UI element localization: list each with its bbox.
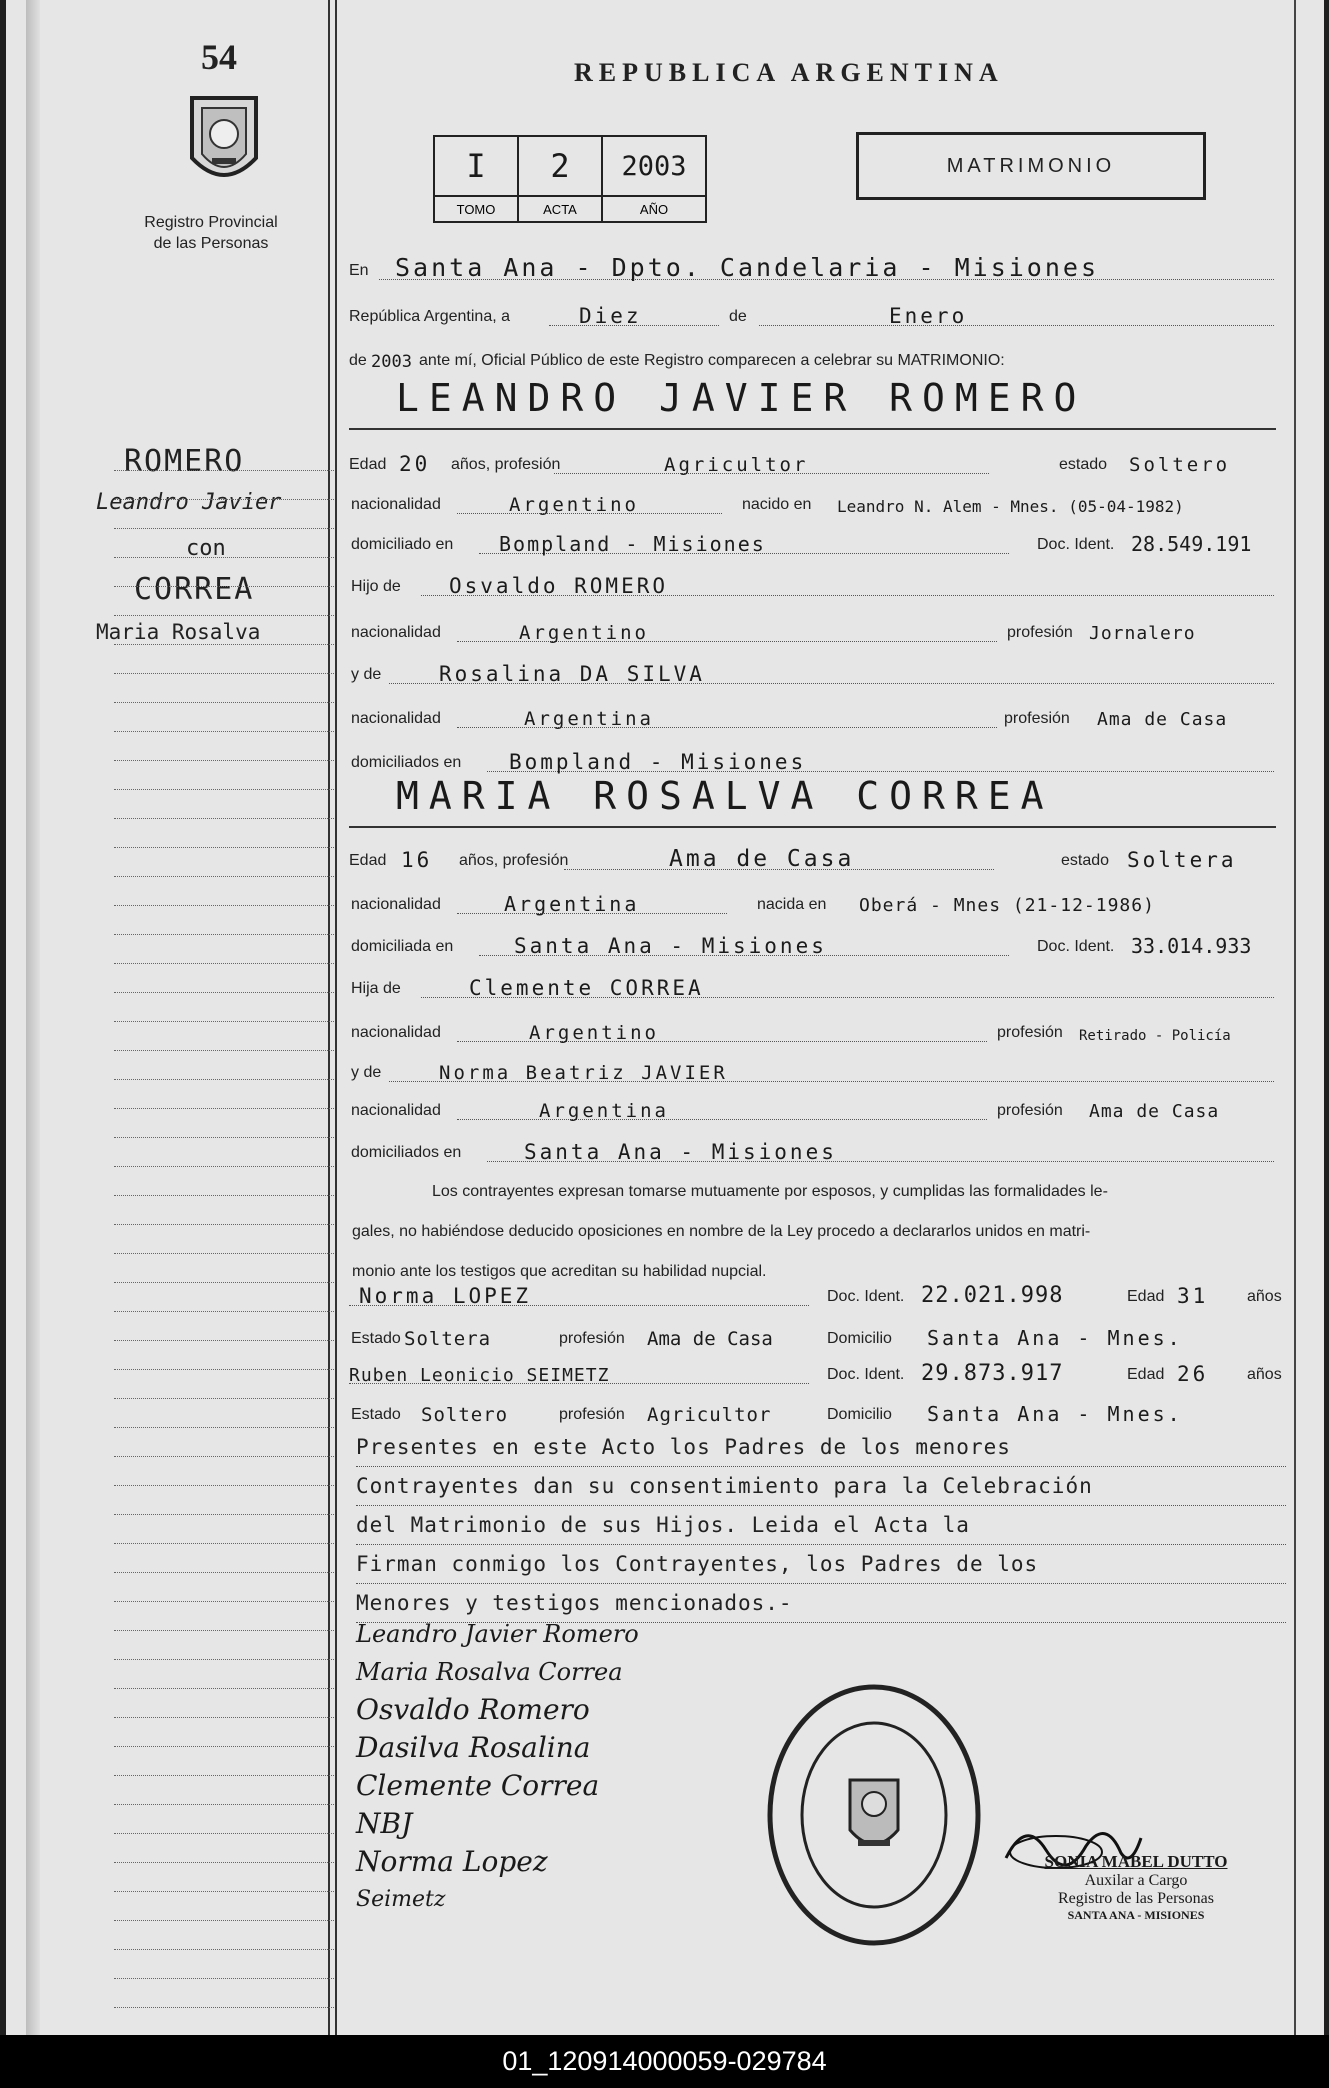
witness-2-status: Soltero [421,1404,509,1426]
signatures-block [356,1615,639,1919]
groom-parents-domicile: Bompland - Misiones [509,750,807,774]
margin-given-names-groom: Leandro Javier [96,490,282,515]
margin-rule-line [114,1978,334,1979]
groom-father-details-row [349,612,1284,648]
bride-nacionalidad-label: nacionalidad [351,896,441,913]
bride-mother-profesion-label: profesión [997,1102,1063,1119]
hija-de-label: Hija de [351,980,401,997]
acta-value: 2 [518,136,602,196]
margin-surname-groom: ROMERO [124,444,245,479]
witness-2-row [349,1354,1284,1390]
bride-parents-domicile-row [349,1132,1284,1168]
bride-domiciliados-label: domiciliados en [351,1144,462,1161]
bride-doc: 33.014.933 [1131,934,1252,958]
margin-rule-line [114,992,334,993]
margin-rule-line [114,557,334,558]
margin-rule-line [114,818,334,819]
margin-rule-line [114,1688,334,1689]
margin-rule-line [114,2007,334,2008]
witness-1-prof-label: profesión [559,1330,625,1347]
margin-rule-line [114,963,334,964]
groom-nationality: Argentino [509,494,639,516]
groom-civil-status: Soltero [1129,454,1231,476]
margin-rule-line [114,470,334,471]
father-profesion-label: profesión [1007,624,1073,641]
margin-rule-line [114,1804,334,1805]
groom-doc: 28.549.191 [1131,532,1252,556]
bride-mother-nacionalidad-label: nacionalidad [351,1102,441,1119]
groom-mother-profession: Ama de Casa [1097,709,1228,730]
officer-name: SONIA MABEL DUTTO [1044,1852,1228,1871]
margin-rule-line [114,586,334,587]
officer-stamp [1006,1852,1266,1923]
witness-2-prof-label: profesión [559,1406,625,1423]
signature-bride-mother: NBJ [356,1807,413,1840]
bride-age-row [349,840,1284,876]
margin-rule-line [114,1253,334,1254]
margin-rule-line [114,1601,334,1602]
witness-1-status: Soltera [404,1328,492,1350]
witness-2-details-row [349,1394,1284,1430]
margin-rule-line [114,1572,334,1573]
witness-1-row [349,1276,1284,1312]
bride-father-nationality: Argentino [529,1022,659,1044]
intro-date-row [349,296,1284,332]
margin-rule-line [114,1021,334,1022]
de-year-label: de [349,352,367,369]
groom-nationality-row [349,484,1284,520]
declaration-text [352,1172,1282,1292]
margin-rule-line [114,1340,334,1341]
margin-surname-bride: CORREA [134,572,255,607]
document-type: MATRIMONIO [946,155,1116,177]
signature-groom: Leandro Javier Romero [356,1620,639,1648]
signature-bride-father: Clemente Correa [356,1769,600,1802]
bride-father-profession: Retirado - Policía [1079,1028,1231,1044]
year-value: 2003 [371,352,412,372]
groom-age: 20 [399,452,431,476]
mother-profesion-label: profesión [1004,710,1070,727]
tomo-label: TOMO [434,196,518,222]
nacida-label: nacida en [757,896,827,913]
margin-rule-line [114,1137,334,1138]
margin-rule-line [114,1050,334,1051]
nacionalidad-label: nacionalidad [351,496,441,513]
witness-2-anos-label: años [1247,1366,1282,1383]
signature-groom-father: Osvaldo Romero [356,1693,590,1726]
bride-birthplace: Oberá - Mnes (21-12-1986) [859,895,1155,916]
bride-mother-profession: Ama de Casa [1089,1101,1220,1122]
margin-divider-right [335,0,337,2035]
declaration-line-3: monio ante los testigos que acreditan su habilidad nupcial. [352,1263,767,1280]
margin-rule-line [114,1920,334,1921]
witness-1-doc: 22.021.998 [921,1283,1064,1308]
margin-rule-line [114,528,334,529]
margin-rule-line [114,760,334,761]
margin-rule-line [114,1166,334,1167]
groom-domicile-row [349,524,1284,560]
witness-1-anos-label: años [1247,1288,1282,1305]
tomo-value: I [434,136,518,196]
margin-rule-line [114,1862,334,1863]
bride-estado-label: estado [1061,852,1110,869]
groom-mother-row [349,654,1284,690]
margin-rule-line [114,876,334,877]
acta-label: ACTA [518,196,602,222]
groom-profession: Agricultor [664,454,809,476]
estado-label: estado [1059,456,1108,473]
edad-label: Edad [349,456,387,473]
bride-nationality: Argentina [504,892,640,916]
groom-father-row [349,566,1284,602]
groom-parents-domicile-row [349,742,1284,778]
groom-mother-details-row [349,698,1284,734]
witness-1-profession: Ama de Casa [647,1328,773,1350]
margin-rule-line [114,731,334,732]
doc-label: Doc. Ident. [1037,536,1115,553]
intro-year-row [349,340,1284,376]
domiciliados-label: domiciliados en [351,754,462,771]
margin-divider-left [328,0,330,2035]
signature-witness-1: Norma Lopez [356,1845,548,1878]
day-value: Diez [579,304,642,328]
bride-father: Clemente CORREA [469,976,704,1000]
margin-rule-line [114,1427,334,1428]
margin-rule-line [114,702,334,703]
signature-groom-mother: Dasilva Rosalina [356,1731,591,1764]
bride-edad-label: Edad [349,852,387,869]
en-label: En [349,262,369,279]
officer-location: SANTA ANA - MISIONES [1067,1908,1205,1922]
bride-profession: Ama de Casa [669,846,855,872]
groom-father: Osvaldo ROMERO [449,574,669,598]
groom-mother: Rosalina DA SILVA [439,662,705,686]
witness-1-age: 31 [1177,1284,1209,1308]
bride-father-details-row [349,1012,1284,1048]
bride-anos-profesion-label: años, profesión [459,852,569,869]
image-id: 01_120914000059-029784 [502,2046,827,2076]
margin-rule-line [114,1746,334,1747]
groom-father-profession: Jornalero [1089,623,1196,644]
witness-2-doc-label: Doc. Ident. [827,1366,905,1383]
domiciliada-label: domiciliada en [351,938,454,955]
margin-rule-line [114,1514,334,1515]
ano-label: AÑO [602,196,706,222]
groom-father-nationality: Argentino [519,622,649,644]
signature-bride: Maria Rosalva Correa [356,1658,623,1686]
right-border [1294,0,1296,2035]
witness-1-doc-label: Doc. Ident. [827,1288,905,1305]
margin-connector: con [186,536,226,561]
bride-mother-nationality: Argentina [539,1100,669,1122]
page-number: 54 [201,37,237,77]
witness-2-profession: Agricultor [647,1404,772,1426]
margin-rule-line [114,1195,334,1196]
margin-rule-line [114,615,334,616]
signature-witness-2: Seimetz [356,1887,446,1912]
witness-2-edad-label: Edad [1127,1366,1165,1383]
margin-rule-line [114,644,334,645]
registry-seal-icon [764,1680,984,1955]
bride-domicile: Santa Ana - Misiones [514,934,827,958]
margin-rule-line [114,1398,334,1399]
groom-full-name: LEANDRO JAVIER ROMERO [396,376,1087,420]
margin-rule-line [114,1079,334,1080]
bride-doc-label: Doc. Ident. [1037,938,1115,955]
record-reference-table [433,135,707,223]
margin-rule-line [114,1833,334,1834]
document-type-box [856,132,1206,200]
witness-2-estado-label: Estado [351,1406,401,1423]
margin-rule-line [114,789,334,790]
father-nacionalidad-label: nacionalidad [351,624,441,641]
month-value: Enero [889,304,968,328]
witness-2-doc: 29.873.917 [921,1361,1064,1386]
witness-2-age: 26 [1177,1362,1209,1386]
witness-2-domicile: Santa Ana - Mnes. [927,1402,1183,1426]
notes-line-3: del Matrimonio de sus Hijos. Leida el Acta la [356,1506,1286,1545]
bride-father-nacionalidad-label: nacionalidad [351,1024,441,1041]
witness-1-name: Norma LOPEZ [359,1284,532,1308]
margin-rule-line [114,847,334,848]
margin-rule-line [114,1891,334,1892]
margin-rule-line [114,1108,334,1109]
margin-rule-line [114,1311,334,1312]
margin-rule-line [114,1282,334,1283]
margin-given-names-bride: Maria Rosalva [96,620,261,644]
groom-age-row [349,444,1284,480]
margin-rule-line [114,905,334,906]
country-title: REPUBLICA ARGENTINA [574,58,1004,87]
witness-1-details-row [349,1318,1284,1354]
officer-office: Registro de las Personas [1058,1890,1214,1907]
bride-full-name: MARIA ROSALVA CORREA [396,774,1054,818]
margin-rule-line [114,934,334,935]
provincial-emblem-icon [178,92,270,199]
intro-text: ante mí, Oficial Público de este Registro comparecen a celebrar su MATRIMONIO: [419,352,1005,369]
margin-rule-line [114,1949,334,1950]
bride-mother: Norma Beatriz JAVIER [439,1062,728,1084]
bride-nationality-row [349,884,1284,920]
witness-2-dom-label: Domicilio [827,1406,892,1423]
margin-rule-line [114,499,334,500]
witness-1-estado-label: Estado [351,1330,401,1347]
de-label: de [729,308,747,325]
bride-domicile-row [349,926,1284,962]
margin-rule-line [114,1456,334,1457]
registry-name [106,212,316,254]
bride-civil-status: Soltera [1127,848,1237,872]
mother-nacionalidad-label: nacionalidad [351,710,441,727]
margin-rule-line [114,1224,334,1225]
margin-rule-line [114,1717,334,1718]
groom-birthplace: Leandro N. Alem - Mnes. (05-04-1982) [837,497,1184,516]
bride-y-de-label: y de [351,1064,382,1081]
registry-page [6,0,1324,2035]
margin-rule-line [114,1775,334,1776]
hijo-de-label: Hijo de [351,578,401,595]
republica-label: República Argentina, a [349,308,510,325]
bride-age: 16 [401,848,433,872]
intro-place-row [349,250,1284,286]
notes-line-5: Menores y testigos mencionados.- [356,1584,1286,1623]
witness-1-edad-label: Edad [1127,1288,1165,1305]
margin-rule-line [114,1659,334,1660]
witness-2-name: Ruben Leonicio SEIMETZ [349,1365,610,1386]
anos-profesion-label: años, profesión [451,456,561,473]
margin-rule-line [114,1630,334,1631]
margin-rule-line [114,1543,334,1544]
declaration-line-1: Los contrayentes expresan tomarse mutuamente por esposos, y cumplidas las formalidades le- [432,1183,1108,1200]
ano-value: 2003 [602,136,706,196]
witness-1-dom-label: Domicilio [827,1330,892,1347]
bride-father-row [349,968,1284,1004]
registry-line-1: Registro Provincial [144,214,278,231]
bride-mother-row [349,1052,1284,1088]
witness-1-domicile: Santa Ana - Mnes. [927,1326,1183,1350]
declaration-line-2: gales, no habiéndose deducido oposiciones en nombre de la Ley procedo a declararlos unidos en matri- [352,1223,1091,1240]
bride-mother-details-row [349,1090,1284,1126]
notes-line-4: Firman conmigo los Contrayentes, los Padres de los [356,1545,1286,1584]
officer-title: Auxilar a Cargo [1084,1872,1188,1889]
margin-rule-line [114,1369,334,1370]
notes-line-1: Presentes en este Acto los Padres de los menores [356,1428,1286,1467]
registry-line-2: de las Personas [153,235,269,252]
margin-rule-line [114,673,334,674]
margin-rule-line [114,1485,334,1486]
notes-line-2: Contrayentes dan su consentimiento para la Celebración [356,1467,1286,1506]
nacido-label: nacido en [742,496,812,513]
y-de-label: y de [351,666,382,683]
handwritten-notes [356,1428,1286,1623]
place-value: Santa Ana - Dpto. Candelaria - Misiones [395,253,1099,282]
bride-parents-domicile: Santa Ana - Misiones [524,1140,837,1164]
scan-footer [0,2035,1329,2088]
bride-father-profesion-label: profesión [997,1024,1063,1041]
groom-domicile: Bompland - Misiones [499,532,766,556]
groom-mother-nationality: Argentina [524,708,654,730]
domicilio-label: domiciliado en [351,536,454,553]
